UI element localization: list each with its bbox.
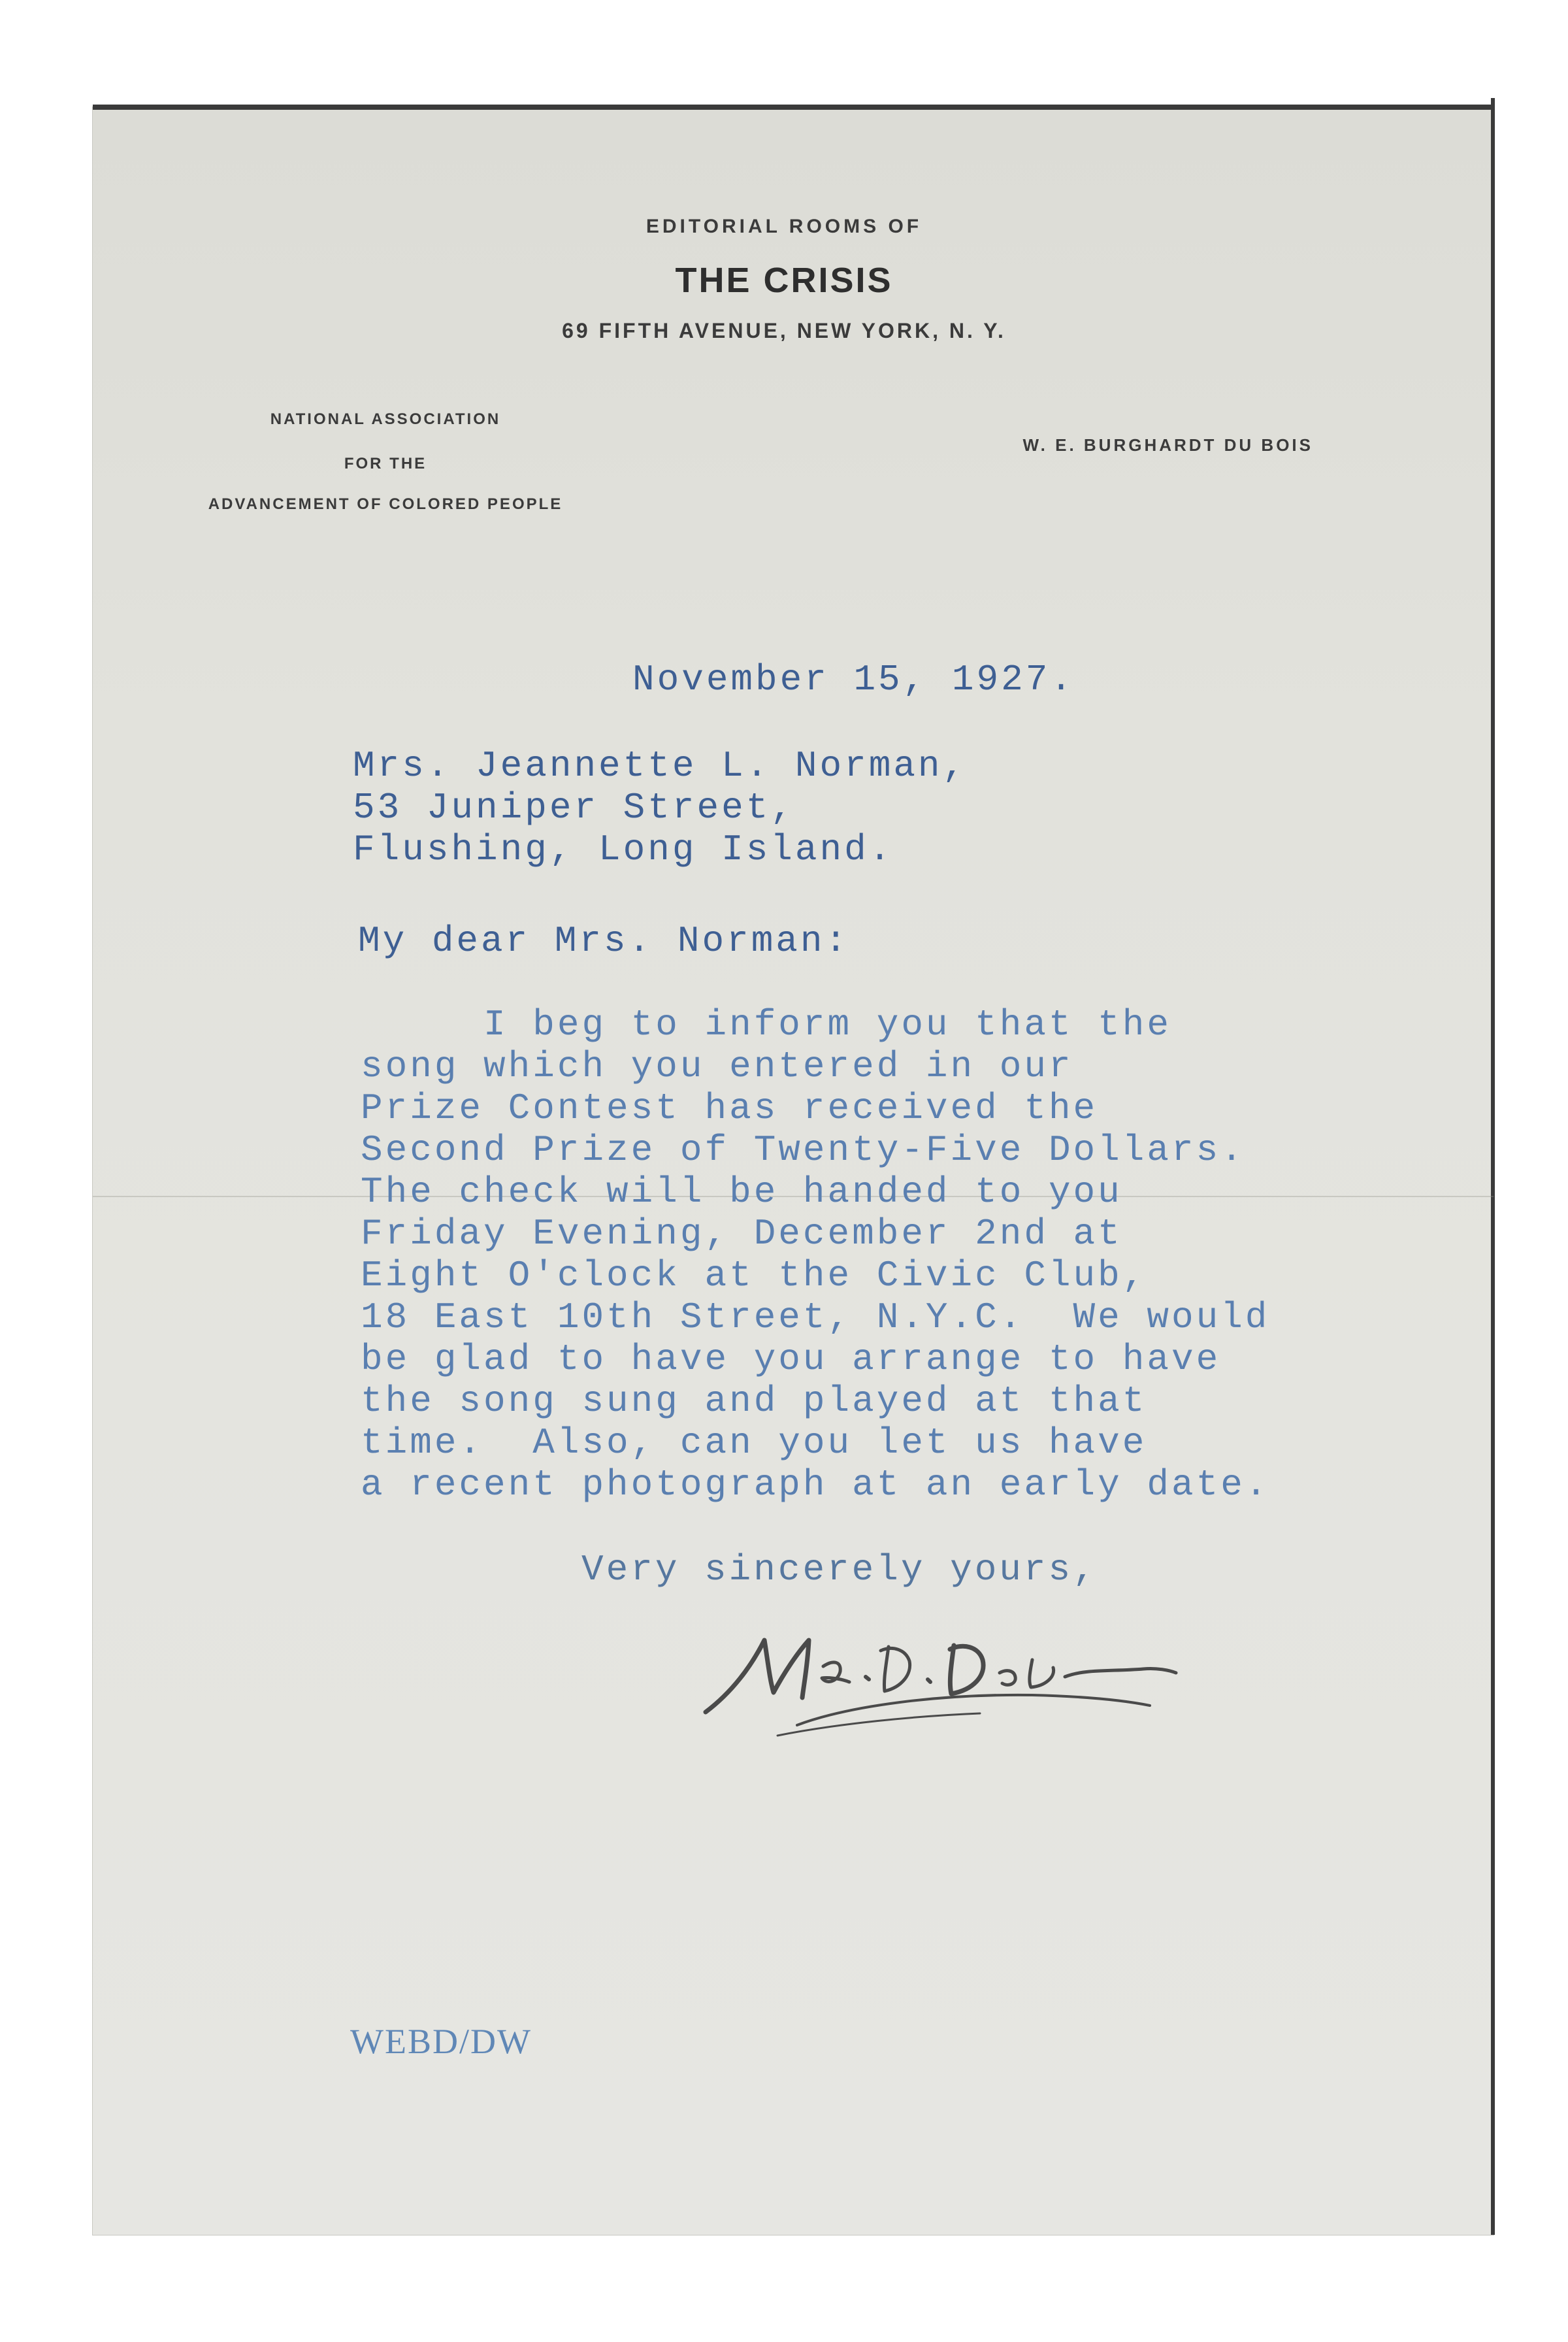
body-line: Friday Evening, December 2nd at [361, 1213, 1122, 1255]
letterhead-naacp-line1: NATIONAL ASSOCIATION [270, 410, 501, 428]
body-line: The check will be handed to you [361, 1171, 1122, 1213]
letterhead-naacp-line3: ADVANCEMENT OF COLORED PEOPLE [208, 495, 563, 513]
recipient-city: Flushing, Long Island. [353, 829, 894, 870]
letterhead-address: 69 FIFTH AVENUE, NEW YORK, N. Y. [562, 319, 1006, 342]
body-line: 18 East 10th Street, N.Y.C. We would [361, 1296, 1270, 1338]
closing: Very sincerely yours, [581, 1549, 1098, 1591]
paper-top-edge [93, 105, 1494, 110]
letterhead-editor-name: W. E. BURGHARDT DU BOIS [1022, 435, 1313, 455]
salutation: My dear Mrs. Norman: [358, 920, 850, 962]
recipient-street: 53 Juniper Street, [353, 787, 795, 829]
letter-date: November 15, 1927. [632, 659, 1075, 701]
body-line: a recent photograph at an early date. [361, 1464, 1270, 1506]
typist-initials: WEBD/DW [350, 2022, 532, 2061]
handwritten-signature [693, 1614, 1189, 1745]
paper-right-edge [1491, 98, 1495, 2235]
body-line: I beg to inform you that the [361, 1004, 1171, 1046]
letterhead-naacp-line2: FOR THE [344, 455, 427, 472]
body-line: be glad to have you arrange to have [361, 1338, 1221, 1380]
letterhead-title: THE CRISIS [675, 261, 893, 300]
body-line: Prize Contest has received the [361, 1087, 1098, 1129]
body-line: the song sung and played at that [361, 1380, 1147, 1422]
body-line: song which you entered in our [361, 1046, 1073, 1087]
body-line: Eight O'clock at the Civic Club, [361, 1255, 1147, 1296]
body-line: time. Also, can you let us have [361, 1422, 1147, 1464]
recipient-name: Mrs. Jeannette L. Norman, [353, 745, 968, 787]
letterhead-editorial-rooms: EDITORIAL ROOMS OF [645, 216, 923, 237]
body-line: Second Prize of Twenty-Five Dollars. [361, 1129, 1245, 1171]
